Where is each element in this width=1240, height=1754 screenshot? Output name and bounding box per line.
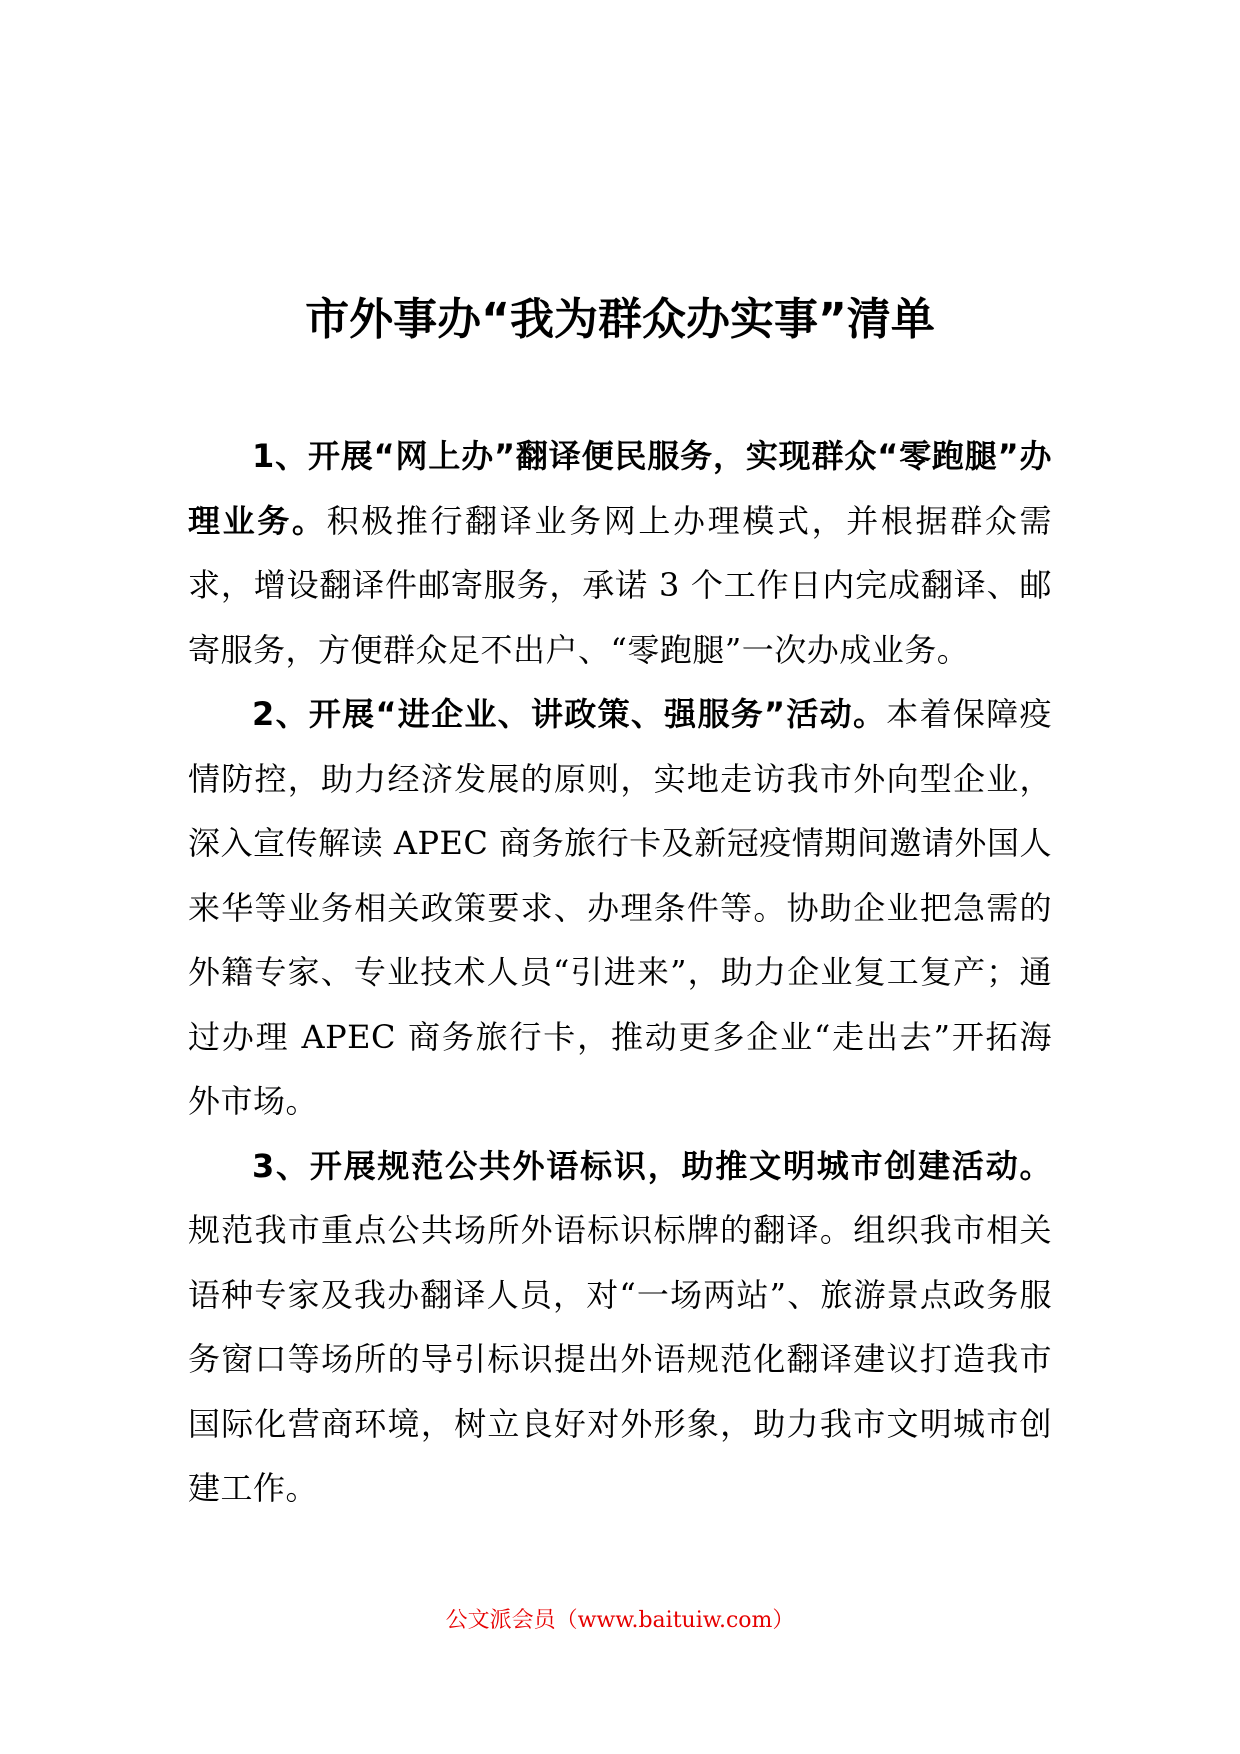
footer-watermark-link[interactable]: 公文派会员（www.baituiw.com） <box>445 1608 795 1633</box>
list-item-2 <box>188 682 1052 1134</box>
item-3-heading: 3、开展规范公共外语标识，助推文明城市创建活动。 <box>252 1146 1052 1185</box>
item-1-text: 积极推行翻译业务网上办理模式，并根据群众需求，增设翻译件邮寄服务，承诺 3 个工作日内完成翻译、邮寄服务，方便群众足不出户、“零跑腿”一次办成业务。 <box>188 501 1052 669</box>
document-title: 市外事办“我为群众办实事”清单 <box>305 294 935 345</box>
list-item-1 <box>188 424 1052 682</box>
item-1-heading: 1、开展“网上办”翻译便民服务，实现群众“零跑腿”办理业务。 <box>188 437 1052 540</box>
item-3-text: 规范我市重点公共场所外语标识标牌的翻译。组织我市相关语种专家及我办翻译人员，对“一场两站”、旅游景点政务服务窗口等场所的导引标识提出外语规范化翻译建议打造我市国际化营商环境，树立良好对外形象，助力我市文明城市创建工作。 <box>188 1211 1052 1507</box>
document-body <box>188 424 1052 1521</box>
item-2-text: 本着保障疫情防控，助力经济发展的原则，实地走访我市外向型企业，深入宣传解读 APEC 商务旅行卡及新冠疫情期间邀请外国人来华等业务相关政策要求、办理条件等。协助企业把急需的外籍专家、专业技术人员“引进来”，助力企业复工复产；通过办理 APEC 商务旅行卡，推动更多企业“走出去”开拓海外市场。 <box>188 695 1052 1120</box>
item-2-heading: 2、开展“进企业、讲政策、强服务”活动。 <box>252 695 887 733</box>
list-item-3 <box>188 1134 1052 1521</box>
